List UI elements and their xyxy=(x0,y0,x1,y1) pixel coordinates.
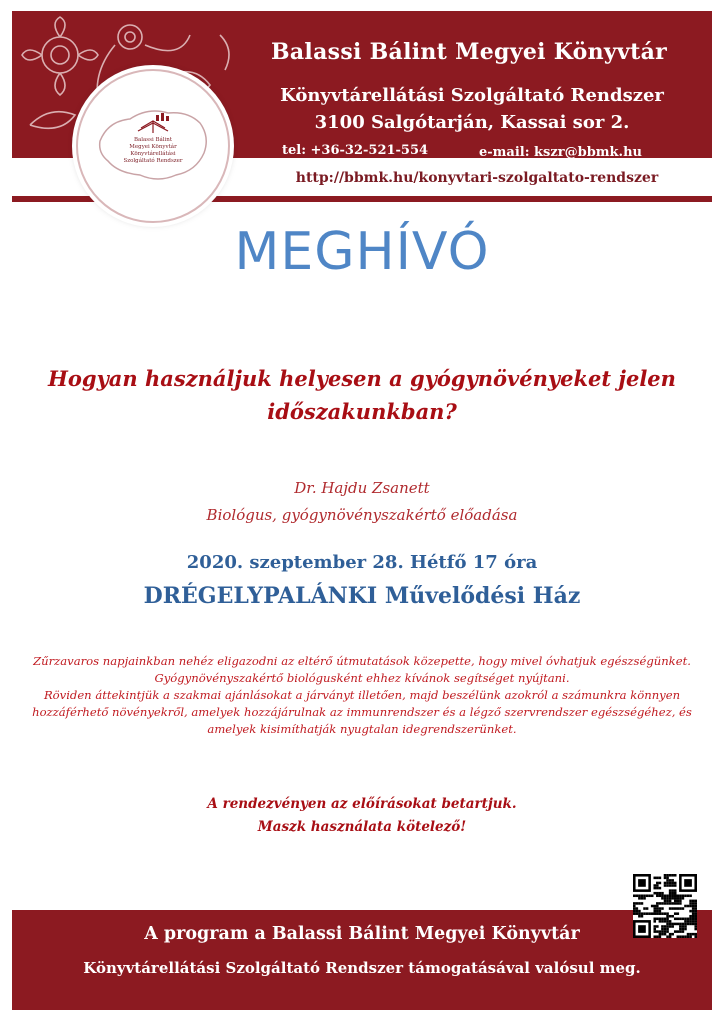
event-date: 2020. szeptember 28. Hétfő 17 óra xyxy=(186,552,538,573)
phone: tel: +36-32-521-554 xyxy=(282,143,429,158)
footer-line-1: A program a Balassi Bálint Megyei Könyvtár xyxy=(144,924,580,944)
footer-line-2: Könyvtárellátási Szolgáltató Rendszer támogatásával valósul meg. xyxy=(83,959,641,977)
email[interactable]: e-mail: kszr@bbmk.hu xyxy=(479,145,642,160)
description-line: amelyek kisimíthatják nyugtalan idegrendszerünket. xyxy=(207,722,517,736)
logo-text-line: Szolgáltató Rendszer xyxy=(123,158,183,164)
website-url[interactable]: http://bbmk.hu/konyvtari-szolgaltato-rendszer xyxy=(295,170,659,186)
address: 3100 Salgótarján, Kassai sor 2. xyxy=(314,112,630,133)
notice-line: Maszk használata kötelező! xyxy=(257,819,467,835)
library-name: Balassi Bálint Megyei Könyvtár xyxy=(270,39,668,65)
event-venue: DRÉGELYPALÁNKI Művelődési Ház xyxy=(143,583,581,609)
logo-text-line: Megyei Könyvtár xyxy=(129,144,177,150)
notice-line: A rendezvényen az előírásokat betartjuk. xyxy=(207,796,517,812)
lecture-question: Hogyan használjuk helyesen a gyógynövényeket jelen időszakunkban? xyxy=(48,366,676,424)
library-logo xyxy=(76,69,230,223)
description-line: Zűrzavaros napjainkban nehéz eligazodni az eltérő útmutatások közepette, hogy mivel óvhatjuk egészségünket. xyxy=(33,654,691,668)
footer xyxy=(12,910,712,1010)
logo-text-line: Könyvtárellátási xyxy=(130,151,176,157)
presenter xyxy=(0,475,724,529)
presenter-role: Biológus, gyógynövényszakértő előadása xyxy=(206,506,518,524)
header xyxy=(12,11,712,204)
logo-text-line: Balassi Bálint xyxy=(133,137,173,143)
description xyxy=(28,653,696,738)
presenter-name: Dr. Hajdu Zsanett xyxy=(294,479,430,497)
system-name: Könyvtárellátási Szolgáltató Rendszer xyxy=(280,85,664,106)
notice xyxy=(0,793,724,839)
page-title: MEGHÍVÓ xyxy=(234,222,490,282)
description-line: hozzáférhető növényekről, amelyek hozzájárulnak az immunrendszer és a légző szervrendszer egészségéhez, és xyxy=(32,705,692,719)
description-line: Röviden áttekintjük a szakmai ajánlásokat a járványt illetően, majd beszélünk azokról a számunkra könnyen xyxy=(43,688,681,702)
description-line: Gyógynövényszakértő biológusként ehhez kívánok segítséget nyújtani. xyxy=(154,671,570,685)
qr-code-icon[interactable] xyxy=(633,874,697,938)
